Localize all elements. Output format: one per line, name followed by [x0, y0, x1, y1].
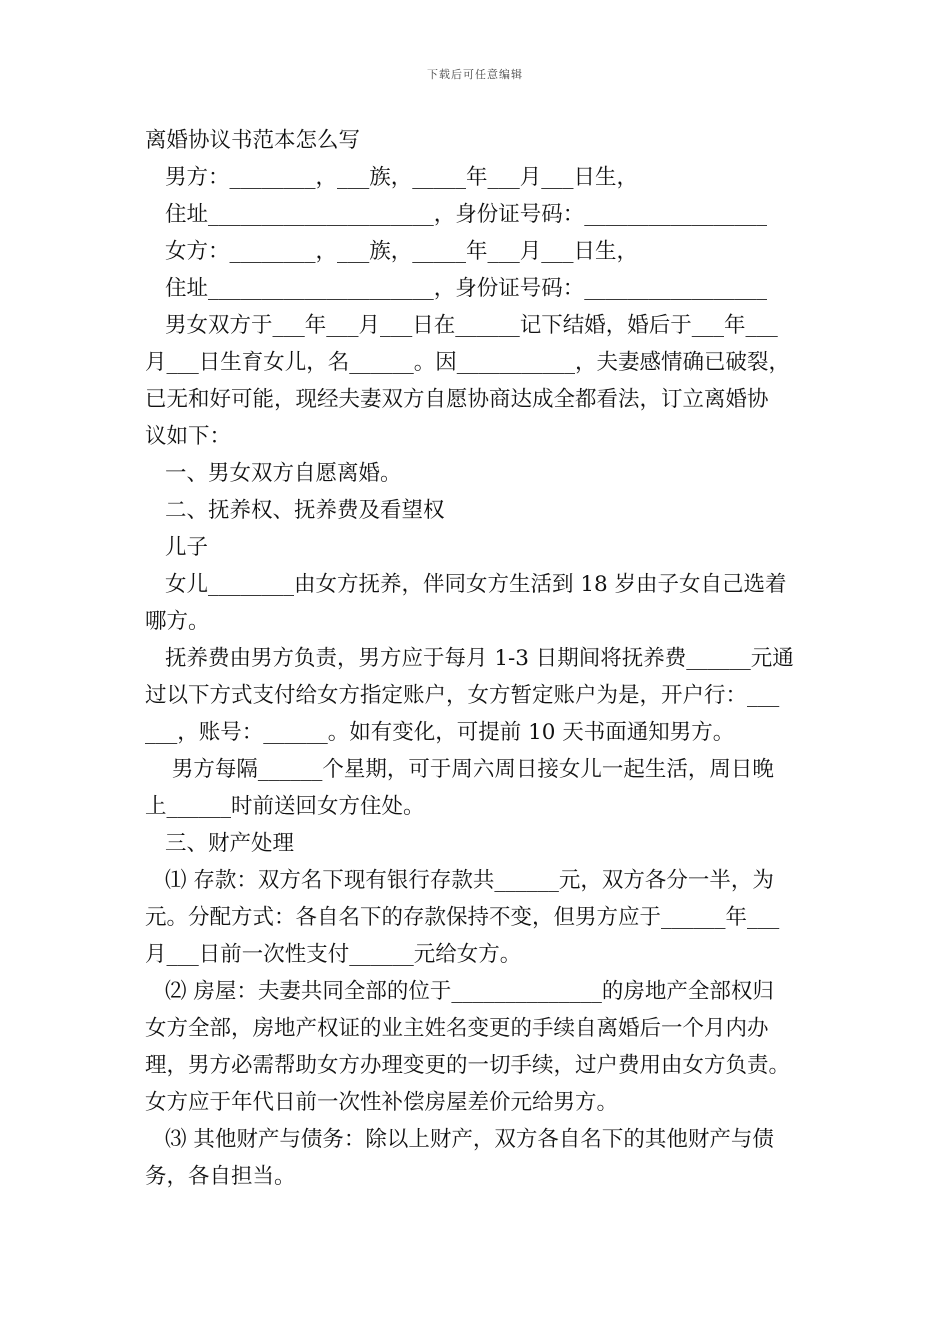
- document-line: ___，账号：______。如有变化，可提前 10 天书面通知男方。: [145, 720, 735, 745]
- document-line: 三、财产处理: [165, 831, 295, 856]
- document-line: 抚养费由男方负责，男方应于每月 1-3 日期间将抚养费______元通: [165, 646, 794, 671]
- document-line: 住址_____________________，身份证号码：_________________: [165, 202, 768, 227]
- document-line: 哪方。: [145, 609, 210, 634]
- document-line: 上______时前送回女方住处。: [145, 794, 425, 819]
- document-body: [145, 122, 825, 1195]
- document-line: 儿子: [165, 535, 209, 560]
- document-paragraphs: [145, 159, 825, 1195]
- document-line: 男方：________，___族，_____年___月___日生，: [165, 165, 639, 190]
- document-line: 月___日前一次性支付______元给女方。: [145, 942, 522, 967]
- document-line: 过以下方式支付给女方指定账户，女方暂定账户为是，开户行：___: [145, 683, 780, 708]
- document-line: ⑵ 房屋：夫妻共同全部的位于______________的房地产全部权归: [165, 979, 774, 1004]
- document-line: 理，男方必需帮助女方办理变更的一切手续，过户费用由女方负责。: [145, 1053, 791, 1078]
- document-line: ⑴ 存款：双方名下现有银行存款共______元，双方各分一半，为: [165, 868, 774, 893]
- document-line: 男女双方于___年___月___日在______记下结婚，婚后于___年___: [165, 313, 778, 338]
- page-header: 下载后可任意编辑: [427, 68, 523, 81]
- document-line: 务，各自担当。: [145, 1164, 296, 1189]
- document-line: 女儿________由女方抚养，伴同女方生活到 18 岁由子女自己选着: [165, 572, 787, 597]
- document-line: 元。分配方式：各自名下的存款保持不变，但男方应于______年___: [145, 905, 780, 930]
- document-title: 离婚协议书范本怎么写: [145, 128, 361, 153]
- document-line: 女方应于年代日前一次性补偿房屋差价元给男方。: [145, 1090, 619, 1115]
- document-line: ⑶ 其他财产与债务：除以上财产，双方各自名下的其他财产与债: [165, 1127, 774, 1152]
- document-line: 已无和好可能，现经夫妻双方自愿协商达成全都看法，订立离婚协: [145, 387, 769, 412]
- document-line: 男方每隔______个星期，可于周六周日接女儿一起生活，周日晚: [165, 757, 774, 782]
- document-line: 一、男女双方自愿离婚。: [165, 461, 402, 486]
- document-line: 月___日生育女儿，名______。因___________，夫妻感情确已破裂，: [145, 350, 791, 375]
- document-line: 女方：________，___族，_____年___月___日生，: [165, 239, 639, 264]
- document-line: 女方全部，房地产权证的业主姓名变更的手续自离婚后一个月内办: [145, 1016, 769, 1041]
- document-line: 住址_____________________，身份证号码：_________________: [165, 276, 768, 301]
- document-line: 二、抚养权、抚养费及看望权: [165, 498, 445, 523]
- document-line: 议如下：: [145, 424, 232, 449]
